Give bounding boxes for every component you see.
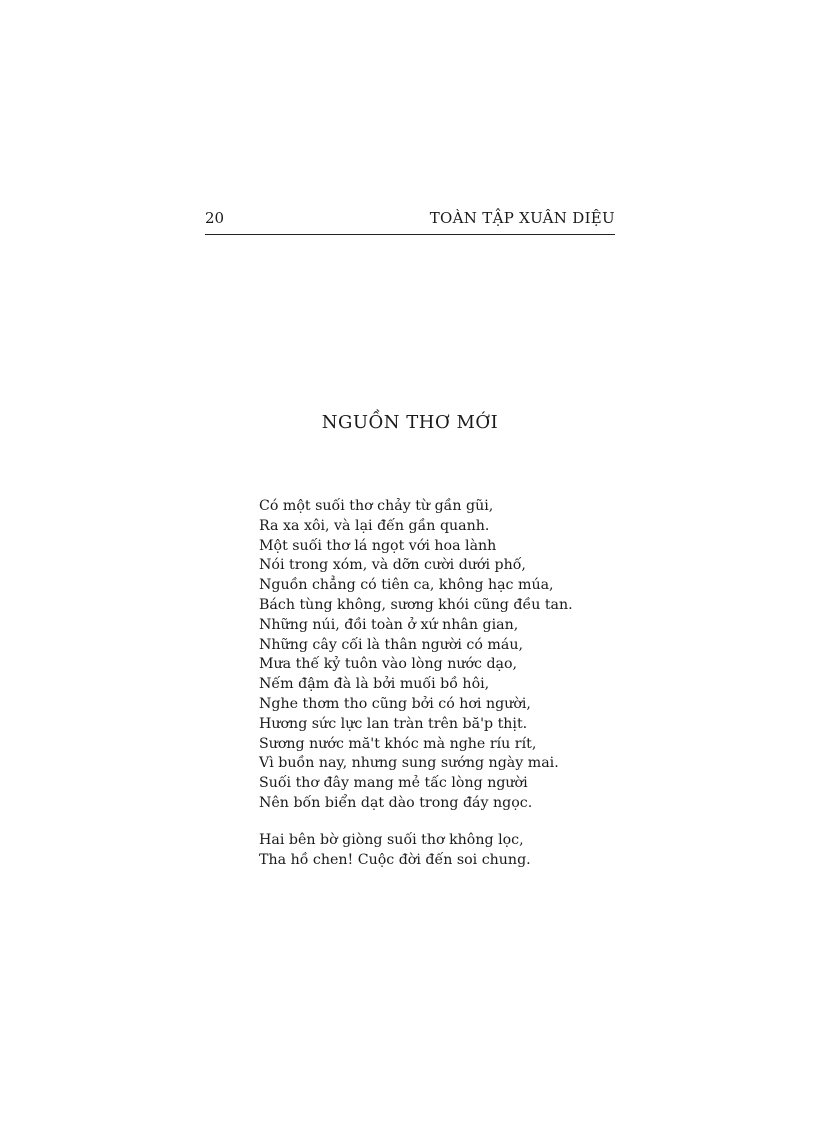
poem-line: Những cây cối là thân người có máu, [259, 636, 523, 653]
poem-title: NGUỒN THƠ MỚI [321, 412, 499, 433]
poem-line: Vì buồn nay, nhưng sung sướng ngày mai. [259, 755, 559, 772]
poem-line: Những núi, đồi toàn ở xứ nhân gian, [259, 616, 519, 633]
poem-line: Nói trong xóm, và dỡn cười dưới phố, [259, 557, 526, 574]
poem-line: Bách tùng không, sương khói cũng đều tan. [259, 596, 573, 613]
poem-line: Suối thơ đây mang mẻ tấc lòng người [259, 775, 528, 792]
poem-line: Mưa thế kỷ tuôn vào lòng nước dạo, [259, 656, 518, 673]
poem-line: Có một suối thơ chảy từ gần gũi, [259, 498, 494, 514]
poem-body [259, 497, 619, 870]
stanza-2 [259, 831, 619, 871]
stanza-1 [259, 497, 619, 814]
poem-line: Nguồn chẳng có tiên ca, không hạc múa, [259, 577, 554, 594]
book-title: TOÀN TẬP XUÂN DIỆU [429, 209, 615, 227]
poem-line: Một suối thơ lá ngọt với hoa lành [259, 537, 497, 554]
poem-line: Tha hồ chen! Cuộc đời đến soi chung. [259, 851, 531, 868]
poem-line: Nếm đậm đà là bởi muối bồ hôi, [259, 676, 490, 693]
running-header [205, 208, 615, 235]
poem-line: Nghe thơm tho cũng bởi có hơi người, [259, 695, 531, 712]
page-number: 20 [205, 209, 225, 227]
poem-line: Nên bốn biển dạt dào trong đáy ngọc. [259, 794, 533, 811]
poem-line: Ra xa xôi, và lại đến gần quanh. [259, 517, 490, 534]
poem-line: Sương nước mă't khóc mà nghe ríu rít, [259, 735, 537, 752]
poem-line: Hương sức lực lan tràn trên bă'p thịt. [259, 715, 528, 732]
poem-line: Hai bên bờ giòng suối thơ không lọc, [259, 831, 524, 848]
